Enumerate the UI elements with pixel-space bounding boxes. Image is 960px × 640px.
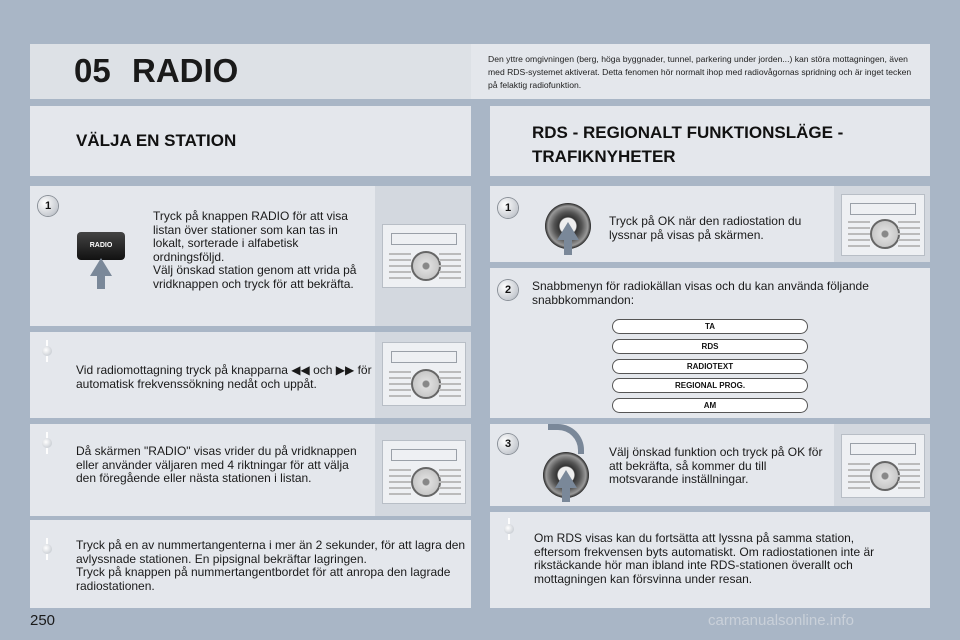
seek-down-icon: ◀◀ [291,363,310,377]
tip1-text-a: Vid radiomottagning tryck på knapparna [76,363,288,377]
press-arrow-icon [557,222,579,240]
press-arrow-icon [555,470,577,488]
radio-unit-illustration [382,342,466,406]
menu-item-radiotext: RADIOTEXT [612,359,808,374]
step-badge-1: 1 [498,198,518,218]
menu-item-rds: RDS [612,339,808,354]
right-tip-text: Om RDS visas kan du fortsätta att lyssna på samma station, eftersom frekvensen byts automatiskt. Om radiostationen inte är rikstäckande hör man ibland inte RDS-stationen överallt och mottagningen kan försvinna under resan. [534,531,875,586]
menu-item-am: AM [612,398,808,413]
left-tip3-text: Tryck på en av nummertangenterna i mer än 2 sekunder, för att lagra den avlyssnade stationen. En pipsignal bekräftar lagringen. Tryck på knappen på nummertangentbordet för att anropa den lagrade radiostationen. [76,538,466,593]
press-arrow-stem [562,487,570,502]
menu-item-regional-prog: REGIONAL PROG. [612,378,808,393]
right-step3-text: Välj önskad funktion och tryck på OK för att bekräfta, så kommer du till motsvarande inställningar. [609,445,823,486]
press-arrow-icon [90,258,112,276]
radio-unit-illustration [841,194,925,256]
tip-bulb-icon [498,518,520,540]
tip-bulb-icon [36,340,58,362]
radio-unit-illustration [382,224,466,288]
tip1-text-b: för automatisk frekvenssökning nedåt och uppåt. [76,363,372,391]
menu-item-ta: TA [612,319,808,334]
left-section-title: VÄLJA EN STATION [76,131,237,150]
press-arrow-stem [564,239,572,255]
right-step2-text: Snabbmenyn för radiokällan visas och du kan använda följande snabbkommandon: [532,279,869,307]
step-badge-3: 3 [498,434,518,454]
right-section-title: RDS - REGIONALT FUNKTIONSLÄGE - TRAFIKNYHETER [532,123,844,166]
left-tip2-text: Då skärmen "RADIO" visas vrider du på vridknappen eller använder väljaren med 4 riktningar för att välja den föregående eller nästa stationen i listan. [76,444,357,485]
chapter-title: RADIO [132,52,239,89]
watermark: carmanualsonline.info [708,612,854,629]
intro-text: Den yttre omgivningen (berg, höga byggnader, tunnel, parkering under jorden...) kan störa mottagningen, även med RDS-systemet aktiverat. Detta fenomen hör normalt ihop med radiovågornas spridning och är inget tecken på felaktig radiofunktion. [488,54,912,90]
press-arrow-stem [97,275,105,289]
tip-bulb-icon [36,538,58,560]
radio-button-icon: RADIO [77,232,125,260]
page-number: 250 [30,612,56,629]
seek-up-icon: ▶▶ [335,363,355,377]
left-tip1-text [76,364,376,391]
right-step1-text: Tryck på OK när den radiostation du lyssnar på visas på skärmen. [609,214,802,242]
tip-bulb-icon [36,432,58,454]
step-badge-2: 2 [498,280,518,300]
tip1-and: och [313,363,333,377]
radio-unit-illustration [382,440,466,504]
left-step1-text: Tryck på knappen RADIO för att visa listan över stationer som kan tas in lokalt, sorterade i alfabetisk ordningsföljd. Välj önskad station genom att vrida på vridknappen och tryck för att bekräfta. [153,209,357,291]
chapter-number: 05 [74,52,111,89]
step-badge-1: 1 [38,196,58,216]
radio-unit-illustration [841,434,925,498]
